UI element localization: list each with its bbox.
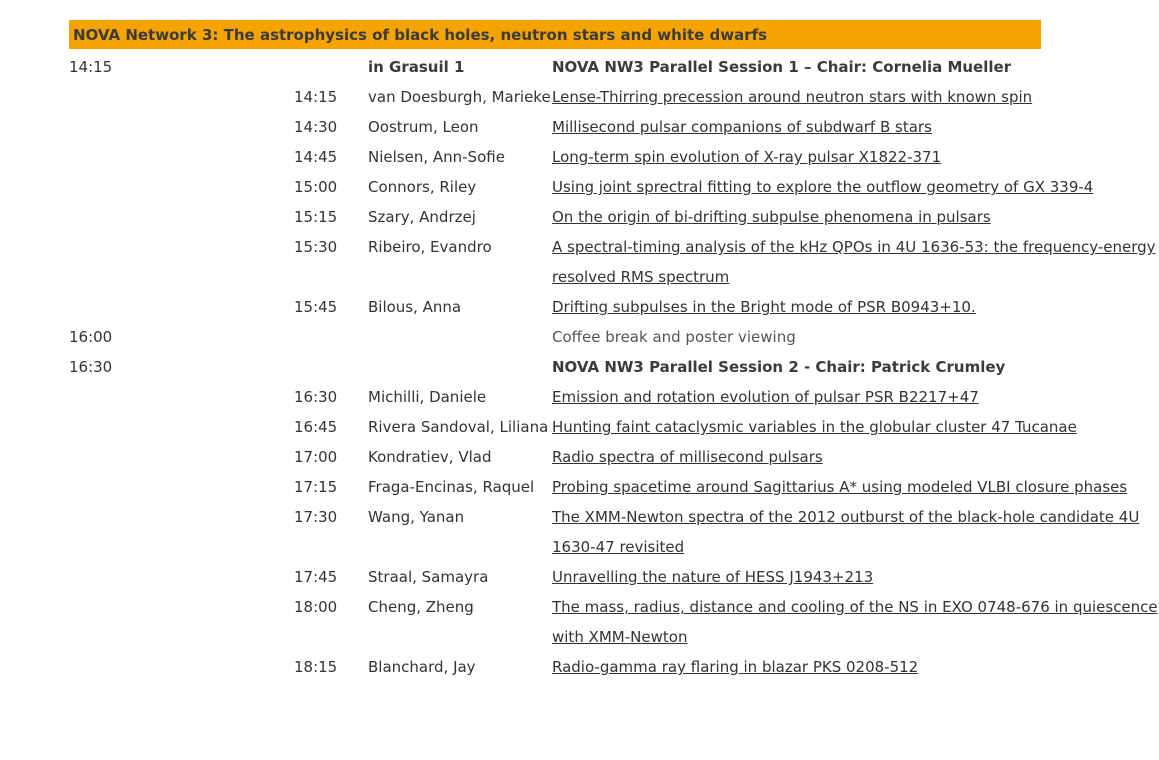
- empty-cell: [0, 562, 149, 592]
- talk-time: 15:45: [294, 298, 338, 316]
- talk-author: Nielsen, Ann-Sofie: [368, 148, 505, 166]
- break-title: Coffee break and poster viewing: [552, 328, 796, 346]
- talk-author: Oostrum, Leon: [368, 118, 479, 136]
- session-start-time: 14:15: [69, 58, 113, 76]
- talk-title-cell: [552, 562, 1159, 592]
- talk-title-link[interactable]: Emission and rotation evolution of pulsar PSR B2217+47: [552, 388, 979, 406]
- table-row: [0, 442, 1159, 472]
- table-row: [0, 82, 1159, 112]
- talk-time: 15:00: [294, 178, 338, 196]
- empty-cell: [0, 412, 149, 442]
- talk-time: 15:15: [294, 208, 338, 226]
- talk-author: Wang, Yanan: [368, 508, 465, 526]
- talk-title-link[interactable]: Using joint sprectral fitting to explore the outflow geometry of GX 339-4: [552, 178, 1094, 196]
- empty-cell: [0, 292, 149, 322]
- empty-cell: [149, 52, 368, 82]
- empty-cell: [0, 142, 149, 172]
- talk-title-cell: [552, 112, 1159, 142]
- empty-cell: [0, 652, 149, 682]
- talk-author: Kondratiev, Vlad: [368, 448, 492, 466]
- talk-title-link[interactable]: Long-term spin evolution of X-ray pulsar X1822-371: [552, 148, 942, 166]
- talk-title-cell: [552, 412, 1159, 442]
- table-row: [0, 292, 1159, 322]
- table-row: [0, 562, 1159, 592]
- talk-title-link[interactable]: The XMM-Newton spectra of the 2012 outburst of the black-hole candidate 4U 1630-47 revisited: [552, 508, 1140, 556]
- talk-author: Szary, Andrzej: [368, 208, 476, 226]
- talk-title-cell: [552, 442, 1159, 472]
- talk-title-link[interactable]: Radio spectra of millisecond pulsars: [552, 448, 823, 466]
- table-row: [0, 652, 1159, 682]
- table-row: [0, 142, 1159, 172]
- talk-time: 16:45: [294, 418, 338, 436]
- talk-title-link[interactable]: Millisecond pulsar companions of subdwarf B stars: [552, 118, 932, 136]
- empty-cell: [0, 112, 149, 142]
- session-room: in Grasuil 1: [368, 58, 465, 76]
- talk-title-link[interactable]: The mass, radius, distance and cooling of the NS in EXO 0748-676 in quiescence with XMM-Newton: [552, 598, 1158, 646]
- talk-title-link[interactable]: Radio-gamma ray flaring in blazar PKS 0208-512: [552, 658, 919, 676]
- table-row: [0, 232, 1159, 292]
- talk-time: 17:45: [294, 568, 338, 586]
- session-banner: [69, 20, 1041, 49]
- break-time: 16:00: [69, 328, 113, 346]
- talk-title-link[interactable]: Hunting faint cataclysmic variables in the globular cluster 47 Tucanae: [552, 418, 1077, 436]
- table-row: [0, 202, 1159, 232]
- talk-title-link[interactable]: Lense-Thirring precession around neutron stars with known spin: [552, 88, 1033, 106]
- session-chair-title: NOVA NW3 Parallel Session 2 - Chair: Patrick Crumley: [552, 358, 1006, 376]
- talk-author: Cheng, Zheng: [368, 598, 474, 616]
- table-row: [0, 52, 1159, 82]
- talk-author: Bilous, Anna: [368, 298, 462, 316]
- empty-cell: [149, 352, 368, 382]
- empty-cell: [149, 322, 368, 352]
- table-row: [0, 382, 1159, 412]
- talk-title-cell: [552, 292, 1159, 322]
- talk-title-cell: [552, 382, 1159, 412]
- session-banner-title: NOVA Network 3: The astrophysics of black holes, neutron stars and white dwarfs: [73, 25, 768, 44]
- empty-cell: [0, 502, 149, 562]
- schedule-table-body: [0, 52, 1159, 682]
- talk-time: 14:15: [294, 88, 338, 106]
- talk-title-link[interactable]: Drifting subpulses in the Bright mode of PSR B0943+10.: [552, 298, 976, 316]
- talk-author: Michilli, Daniele: [368, 388, 487, 406]
- talk-time: 16:30: [294, 388, 338, 406]
- table-row: [0, 112, 1159, 142]
- empty-cell: [0, 172, 149, 202]
- table-row: [0, 352, 1159, 382]
- table-row: [0, 592, 1159, 652]
- table-row: [0, 322, 1159, 352]
- talk-title-cell: [552, 232, 1159, 292]
- talk-time: 17:30: [294, 508, 338, 526]
- table-row: [0, 412, 1159, 442]
- talk-time: 18:15: [294, 658, 338, 676]
- talk-time: 14:30: [294, 118, 338, 136]
- talk-title-link[interactable]: On the origin of bi-drifting subpulse phenomena in pulsars: [552, 208, 991, 226]
- talk-title-cell: [552, 652, 1159, 682]
- talk-author: Blanchard, Jay: [368, 658, 476, 676]
- talk-time: 14:45: [294, 148, 338, 166]
- talk-title-cell: [552, 502, 1159, 562]
- empty-cell: [368, 322, 552, 352]
- empty-cell: [0, 202, 149, 232]
- talk-author: Connors, Riley: [368, 178, 477, 196]
- talk-title-link[interactable]: Probing spacetime around Sagittarius A* using modeled VLBI closure phases: [552, 478, 1128, 496]
- talk-title-link[interactable]: A spectral-timing analysis of the kHz QPOs in 4U 1636-53: the frequency-energy resolved RMS spectrum: [552, 238, 1156, 286]
- talk-title-link[interactable]: Unravelling the nature of HESS J1943+213: [552, 568, 874, 586]
- empty-cell: [0, 592, 149, 652]
- talk-time: 15:30: [294, 238, 338, 256]
- empty-cell: [0, 382, 149, 412]
- session-room: [368, 352, 552, 382]
- talk-title-cell: [552, 142, 1159, 172]
- talk-author: Rivera Sandoval, Liliana: [368, 418, 549, 436]
- talk-time: 17:00: [294, 448, 338, 466]
- talk-title-cell: [552, 472, 1159, 502]
- talk-title-cell: [552, 592, 1159, 652]
- session-chair-title: NOVA NW3 Parallel Session 1 – Chair: Cornelia Mueller: [552, 58, 1012, 76]
- empty-cell: [0, 442, 149, 472]
- talk-time: 17:15: [294, 478, 338, 496]
- empty-cell: [0, 82, 149, 112]
- talk-title-cell: [552, 172, 1159, 202]
- table-row: [0, 502, 1159, 562]
- empty-cell: [0, 472, 149, 502]
- talk-author: Fraga-Encinas, Raquel: [368, 478, 535, 496]
- table-row: [0, 472, 1159, 502]
- talk-time: 18:00: [294, 598, 338, 616]
- table-row: [0, 172, 1159, 202]
- empty-cell: [0, 232, 149, 292]
- schedule-table: [0, 52, 1159, 682]
- talk-title-cell: [552, 202, 1159, 232]
- session-start-time: 16:30: [69, 358, 113, 376]
- talk-author: Straal, Samayra: [368, 568, 489, 586]
- talk-author: van Doesburgh, Marieke: [368, 88, 551, 106]
- talk-title-cell: [552, 82, 1159, 112]
- talk-author: Ribeiro, Evandro: [368, 238, 492, 256]
